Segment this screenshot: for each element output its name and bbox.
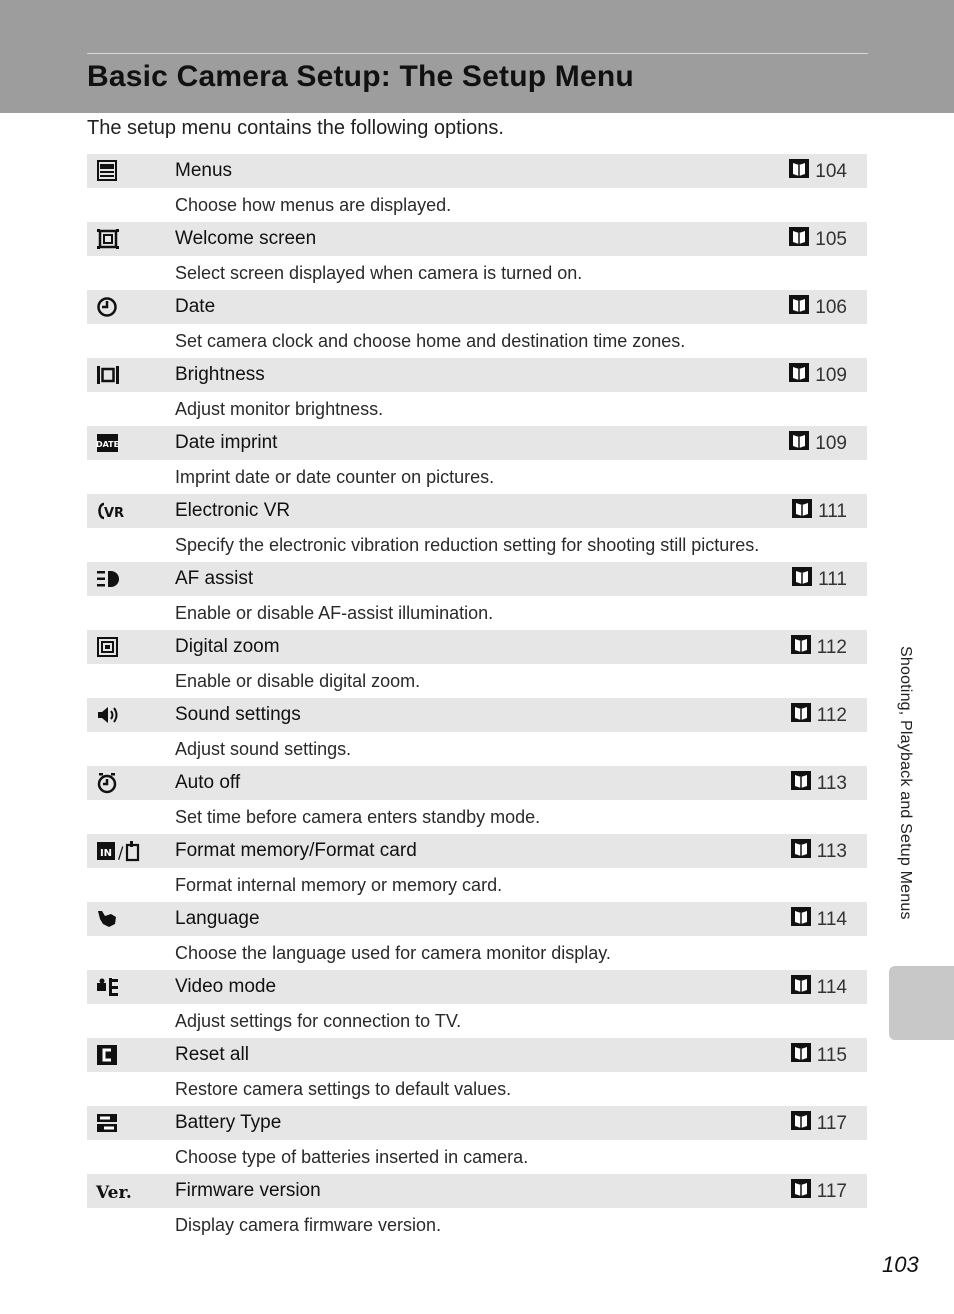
page-reference-icon (791, 839, 811, 865)
setup-option-row (87, 1038, 867, 1072)
option-description: Display camera firmware version. (175, 1215, 442, 1235)
option-name: Date (175, 296, 216, 317)
option-description: Adjust sound settings. (175, 739, 352, 759)
page-reference-icon (791, 975, 811, 1001)
page-reference-icon (792, 567, 812, 593)
reference-page-number: 113 (816, 773, 847, 794)
option-description: Enable or disable AF-assist illumination. (175, 603, 494, 623)
date-clock-icon (96, 295, 122, 319)
reference-page-number: 111 (818, 569, 847, 590)
page-reference (789, 295, 847, 321)
setup-option-row (87, 1174, 867, 1208)
option-name: Language (175, 908, 260, 929)
reference-page-number: 111 (818, 501, 847, 522)
option-name: Battery Type (175, 1112, 282, 1133)
option-description: Select screen displayed when camera is turned on. (175, 263, 583, 283)
header-rule (87, 53, 868, 54)
option-description: Specify the electronic vibration reduction setting for shooting still pictures. (175, 535, 760, 555)
date-imprint-icon (96, 431, 122, 455)
reference-page-number: 117 (816, 1181, 847, 1202)
reference-page-number: 114 (816, 909, 847, 930)
option-name: Video mode (175, 976, 277, 997)
page-reference-icon (789, 295, 809, 321)
setup-option-row (87, 426, 867, 460)
page-reference-icon (789, 227, 809, 253)
option-name: Menus (175, 160, 233, 181)
page-reference (791, 839, 847, 865)
reference-page-number: 105 (815, 229, 847, 250)
option-name: Date imprint (175, 432, 278, 453)
setup-option-row (87, 902, 867, 936)
setup-option-row (87, 154, 867, 188)
page-reference (792, 567, 847, 593)
reference-page-number: 109 (815, 365, 847, 386)
reference-page-number: 114 (816, 977, 847, 998)
page-reference (789, 431, 847, 457)
page-reference (791, 1043, 847, 1069)
option-name: Reset all (175, 1044, 249, 1065)
firmware-version-icon (96, 1179, 132, 1203)
option-description: Choose the language used for camera monitor display. (175, 943, 611, 963)
page-reference-icon (791, 1179, 811, 1205)
page-reference (791, 975, 847, 1001)
svg-text:VR: VR (104, 506, 125, 521)
setup-option-row (87, 970, 867, 1004)
option-name: Brightness (175, 364, 265, 385)
setup-option-row (87, 562, 867, 596)
sound-icon (96, 703, 122, 727)
menus-icon (96, 159, 122, 183)
page-reference-icon (792, 499, 812, 525)
page-reference (791, 635, 847, 661)
page-reference-icon (789, 363, 809, 389)
auto-off-icon (96, 771, 122, 795)
setup-option-row (87, 290, 867, 324)
option-name: Auto off (175, 772, 241, 793)
setup-options-table (87, 154, 867, 1242)
setup-option-row (87, 1106, 867, 1140)
welcome-screen-icon (96, 227, 122, 251)
electronic-vr-icon (96, 499, 125, 523)
page-reference (789, 227, 847, 253)
page-title: Basic Camera Setup: The Setup Menu (87, 60, 634, 93)
option-name: Electronic VR (175, 500, 291, 521)
battery-type-icon (96, 1111, 122, 1135)
page-reference (789, 363, 847, 389)
option-description: Choose how menus are displayed. (175, 195, 452, 215)
option-name: AF assist (175, 568, 254, 589)
option-name: Format memory/Format card (175, 840, 417, 861)
option-name: Digital zoom (175, 636, 280, 657)
setup-option-row (87, 358, 867, 392)
option-description: Format internal memory or memory card. (175, 875, 503, 895)
af-assist-icon (96, 567, 122, 591)
option-name: Sound settings (175, 704, 301, 725)
option-description: Enable or disable digital zoom. (175, 671, 421, 691)
page-reference-icon (791, 771, 811, 797)
option-description: Choose type of batteries inserted in camera. (175, 1147, 529, 1167)
svg-text:IN: IN (99, 848, 113, 859)
setup-option-row (87, 698, 867, 732)
page-reference-icon (789, 159, 809, 185)
page-reference-icon (791, 1111, 811, 1137)
svg-text:DATE: DATE (95, 440, 120, 449)
video-mode-icon (96, 975, 122, 999)
format-memory-card-icon (96, 839, 144, 863)
page-reference-icon (791, 907, 811, 933)
page-reference (791, 771, 847, 797)
reference-page-number: 109 (815, 433, 847, 454)
setup-option-row (87, 834, 867, 868)
page-reference (791, 1179, 847, 1205)
reference-page-number: 113 (816, 841, 847, 862)
section-tab (889, 966, 954, 1040)
option-description: Adjust monitor brightness. (175, 399, 384, 419)
option-name: Firmware version (175, 1180, 321, 1201)
page-header (0, 0, 954, 113)
svg-text:Ver.: Ver. (96, 1183, 132, 1203)
digital-zoom-icon (96, 635, 122, 659)
reference-page-number: 117 (816, 1113, 847, 1134)
page-reference-icon (791, 703, 811, 729)
reference-page-number: 112 (816, 705, 847, 726)
option-description: Restore camera settings to default values. (175, 1079, 512, 1099)
option-description: Imprint date or date counter on pictures. (175, 467, 495, 487)
reference-page-number: 106 (815, 297, 847, 318)
option-name: Welcome screen (175, 228, 317, 249)
page-number: 103 (882, 1252, 919, 1277)
page-reference (789, 159, 847, 185)
svg-text:/: / (118, 843, 124, 862)
setup-option-row (87, 630, 867, 664)
option-description: Adjust settings for connection to TV. (175, 1011, 462, 1031)
page-reference-icon (791, 635, 811, 661)
page-reference (792, 499, 847, 525)
setup-option-row (87, 766, 867, 800)
page-reference (791, 1111, 847, 1137)
setup-option-row (87, 222, 867, 256)
page-reference (791, 907, 847, 933)
section-label: Shooting, Playback and Setup Menus (897, 646, 914, 920)
option-description: Set camera clock and choose home and destination time zones. (175, 331, 686, 351)
intro-text: The setup menu contains the following options. (87, 117, 504, 139)
brightness-icon (96, 363, 122, 387)
page-reference (791, 703, 847, 729)
option-description: Set time before camera enters standby mode. (175, 807, 541, 827)
reference-page-number: 115 (816, 1045, 847, 1066)
reference-page-number: 104 (815, 161, 847, 182)
reference-page-number: 112 (816, 637, 847, 658)
page-reference-icon (791, 1043, 811, 1069)
reset-all-icon (96, 1043, 122, 1067)
language-icon (96, 907, 122, 931)
setup-option-row (87, 494, 867, 528)
page-reference-icon (789, 431, 809, 457)
